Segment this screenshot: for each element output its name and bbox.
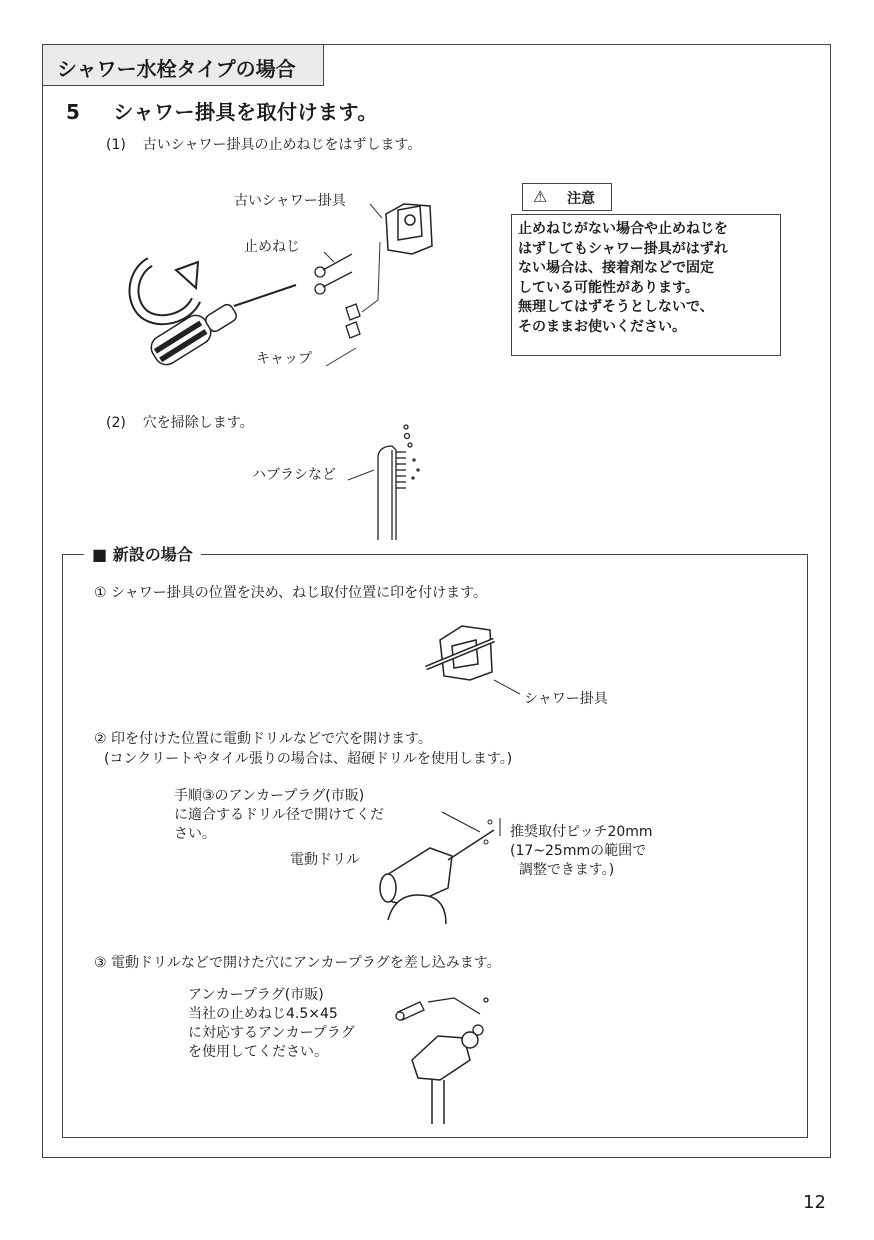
anchor-plug-icon xyxy=(396,998,488,1035)
new-step-3: ③ 電動ドリルなどで開けた穴にアンカープラグを差し込みます。 xyxy=(94,955,501,971)
drill-note: 手順③のアンカープラグ(市販) に適合するドリル径で開けてくだ さい。 xyxy=(174,788,384,842)
page-number: 12 xyxy=(803,1192,826,1213)
step-number: 5 xyxy=(66,100,81,124)
label-cap: キャップ xyxy=(256,351,312,367)
section-label: シャワー水栓タイプの場合 xyxy=(42,44,324,86)
label-screw: 止めねじ xyxy=(244,239,300,255)
label-shower-holder: シャワー掛具 xyxy=(524,691,608,707)
substep-2-label: (2) xyxy=(106,415,126,431)
new-step-2-note: (コンクリートやタイル張りの場合は、超硬ドリルを使用します。) xyxy=(104,751,513,767)
new-step-1: ① シャワー掛具の位置を決め、ねじ取付位置に印を付けます。 xyxy=(94,585,488,601)
new-install-title: 新設の場合 xyxy=(112,545,193,564)
new-step-2: ② 印を付けた位置に電動ドリルなどで穴を開けます。 xyxy=(94,731,432,747)
substep-2-text: 穴を掃除します。 xyxy=(142,415,254,431)
anchor-note: アンカープラグ(市販) 当社の止めねじ4.5×45 に対応するアンカープラグ を使用してください。 xyxy=(188,987,355,1060)
label-drill: 電動ドリル xyxy=(290,852,360,868)
step-title: シャワー掛具を取付けます。 xyxy=(113,100,378,124)
substep-1-label: (1) xyxy=(106,137,126,153)
warning-icon: ⚠ xyxy=(533,187,548,206)
shower-holder-small-icon xyxy=(412,1032,478,1124)
caution-text: 止めねじがない場合や止めねじを はずしてもシャワー掛具がはずれ ない場合は、接着剤などで固定 している可能性があります。 無理してはずそうとしないで、 そのままお使いください。 xyxy=(518,221,728,335)
pitch-note: 推奨取付ピッチ20mm (17~25mmの範囲で 調整できます。) xyxy=(510,824,653,878)
caution-title: 注意 xyxy=(567,191,595,207)
square-bullet-icon: ■ xyxy=(92,545,108,564)
substep-1-text: 古いシャワー掛具の止めねじをはずします。 xyxy=(142,137,422,153)
label-toothbrush: ハブラシなど xyxy=(252,467,336,483)
label-old-holder: 古いシャワー掛具 xyxy=(234,193,346,209)
